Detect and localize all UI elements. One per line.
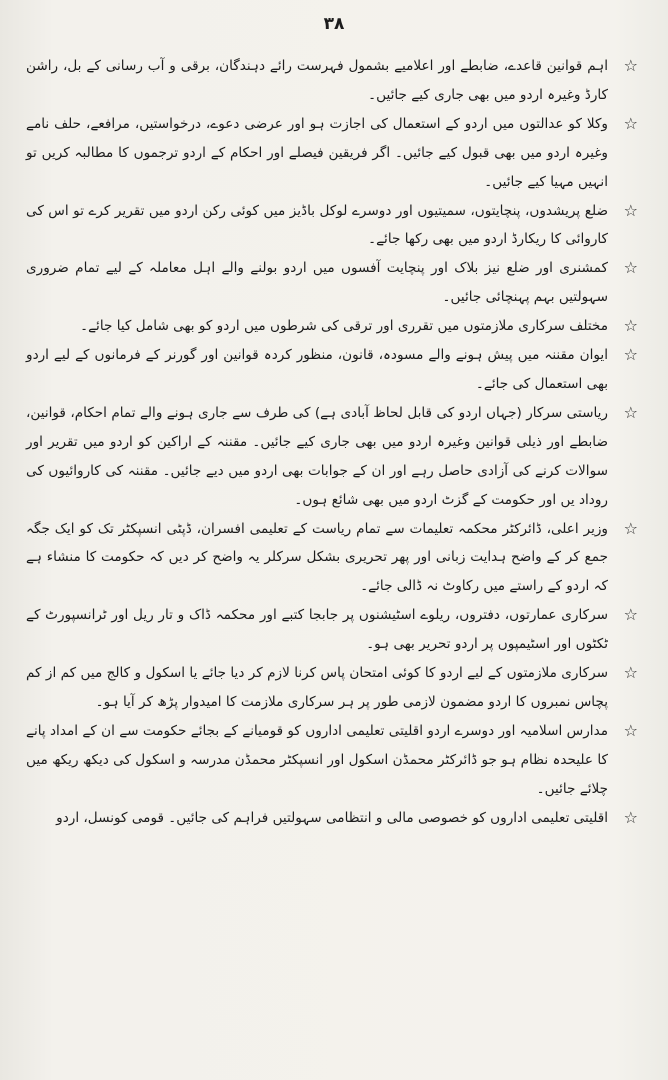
list-item-text: ضلع پریشدوں، پنچایتوں، سمیتیوں اور دوسرے لوکل باڈیز میں کوئی رکن اردو میں تقریر کرے تو اس کی کاروائی کا ریکارڈ اردو میں بھی رکھا جائے۔ [26,202,608,248]
page-body [26,52,642,832]
list-item [26,601,642,659]
page-number: ۳۸ [323,14,345,34]
list-item [26,341,642,399]
list-item [26,52,642,110]
list-item-text: سرکاری عمارتوں، دفتروں، ریلوے اسٹیشنوں پر جابجا کتبے اور محکمہ ڈاک و تار ریل اور ٹرانسپورٹ کے ٹکٹوں اور اسٹیمپوں پر اردو تحریر بھی ہو۔ [26,607,608,653]
list-item [26,399,642,515]
list-item-text: کمشنری اور ضلع نیز بلاک اور پنچایت آفسوں میں اردو بولنے والے اہل معاملہ کے لیے تمام ضروری سہولتیں بہم پہنچائی جائیں۔ [26,260,608,306]
list-item [26,312,642,341]
list-item-text: وکلا کو عدالتوں میں اردو کے استعمال کی اجازت ہو اور عرضی دعوے، درخواستیں، مرافعے، حلف نامے وغیرہ اردو میں بھی قبول کیے جائیں۔ اگر فریقین فیصلے اور احکام کے اردو ترجموں کا مطالبہ کریں تو انہیں مہیا کیے جائیں۔ [26,115,608,190]
star-bullet-icon: ☆ [623,113,638,133]
list-item-text: اہم قوانین قاعدے، ضابطے اور اعلامیے بشمول فہرست رائے دہندگان، برقی و آب رسانی کے بل، راشن کارڈ وغیرہ اردو میں بھی جاری کیے جائیں۔ [26,58,608,103]
star-bullet-icon: ☆ [623,663,638,683]
star-bullet-icon: ☆ [623,345,638,365]
list-item-text: ایوان مقننہ میں پیش ہونے والے مسودہ، قانون، منظور کردہ قوانین اور گورنر کے فرمانوں کے لیے اردو بھی استعمال کی جائے۔ [26,347,608,392]
star-bullet-icon: ☆ [623,807,638,827]
list-item-text: اقلیتی تعلیمی اداروں کو خصوصی مالی و انتظامی سہولتیں فراہم کی جائیں۔ قومی کونسل، اردو [56,809,608,826]
list-item [26,804,642,833]
list-item-text: مختلف سرکاری ملازمتوں میں تقرری اور ترقی کی شرطوں میں اردو کو بھی شامل کیا جائے۔ [80,318,608,335]
star-bullet-icon: ☆ [623,316,638,336]
list-item-text: سرکاری ملازمتوں کے لیے اردو کا کوئی امتحان پاس کرنا لازم کر دیا جائے یا اسکول و کالج میں کم از کم پچاس نمبروں کا اردو مضمون لازمی طور پر ہر سرکاری ملازمت کا امیدوار پڑھ کر آیا ہو۔ [26,665,608,710]
list-item-text: ریاستی سرکار (جہاں اردو کی قابل لحاظ آبادی ہے) کی طرف سے جاری ہونے والے تمام احکام، قوانین، ضابطے اور ذیلی قوانین وغیرہ اردو میں بھی جاری کیے جائیں۔ مقننہ کے اراکین کو اردو میں تقریر اور سوالات کرنے کی آزادی حاصل رہے اور ان کے جوابات بھی اردو میں دیے جائیں۔ مقننہ کی کاروائیوں کی روداد یں اور حکومت کے گزٹ اردو میں بھی شائع ہوں۔ [26,404,608,508]
star-bullet-icon: ☆ [623,402,638,422]
list-item [26,254,642,312]
star-bullet-icon: ☆ [623,200,638,220]
star-bullet-icon: ☆ [623,56,638,75]
list-item-text: وزیر اعلی، ڈائرکٹر محکمہ تعلیمات سے تمام ریاست کے تعلیمی افسران، ڈپٹی انسپکٹر تک کو ایک جگہ جمع کر کے واضح ہدایت زبانی اور پھر تحریری بشکل سرکلر یہ واضح کر دیں کہ حکومت کا منشاء ہے کہ اردو کے راستے میں رکاوٹ نہ ڈالی جائے۔ [26,520,608,595]
list-item [26,197,642,255]
list-item [26,717,642,804]
star-bullet-icon: ☆ [623,258,638,278]
list-item-text: مدارس اسلامیہ اور دوسرے اردو اقلیتی تعلیمی اداروں کو قومیانے کے بجائے حکومت سے ان کے امداد پانے کا علیحدہ نظام ہو جو ڈائرکٹر محمڈن اسکول اور انسپکٹر محمڈن مدرسہ و اسکول کی دیکھ ریکھ میں چلائے جائیں۔ [26,722,608,797]
star-bullet-icon: ☆ [623,605,638,625]
list-item [26,515,642,602]
list-item [26,659,642,717]
star-bullet-icon: ☆ [623,720,638,740]
star-bullet-icon: ☆ [623,518,638,538]
list-item [26,110,642,197]
